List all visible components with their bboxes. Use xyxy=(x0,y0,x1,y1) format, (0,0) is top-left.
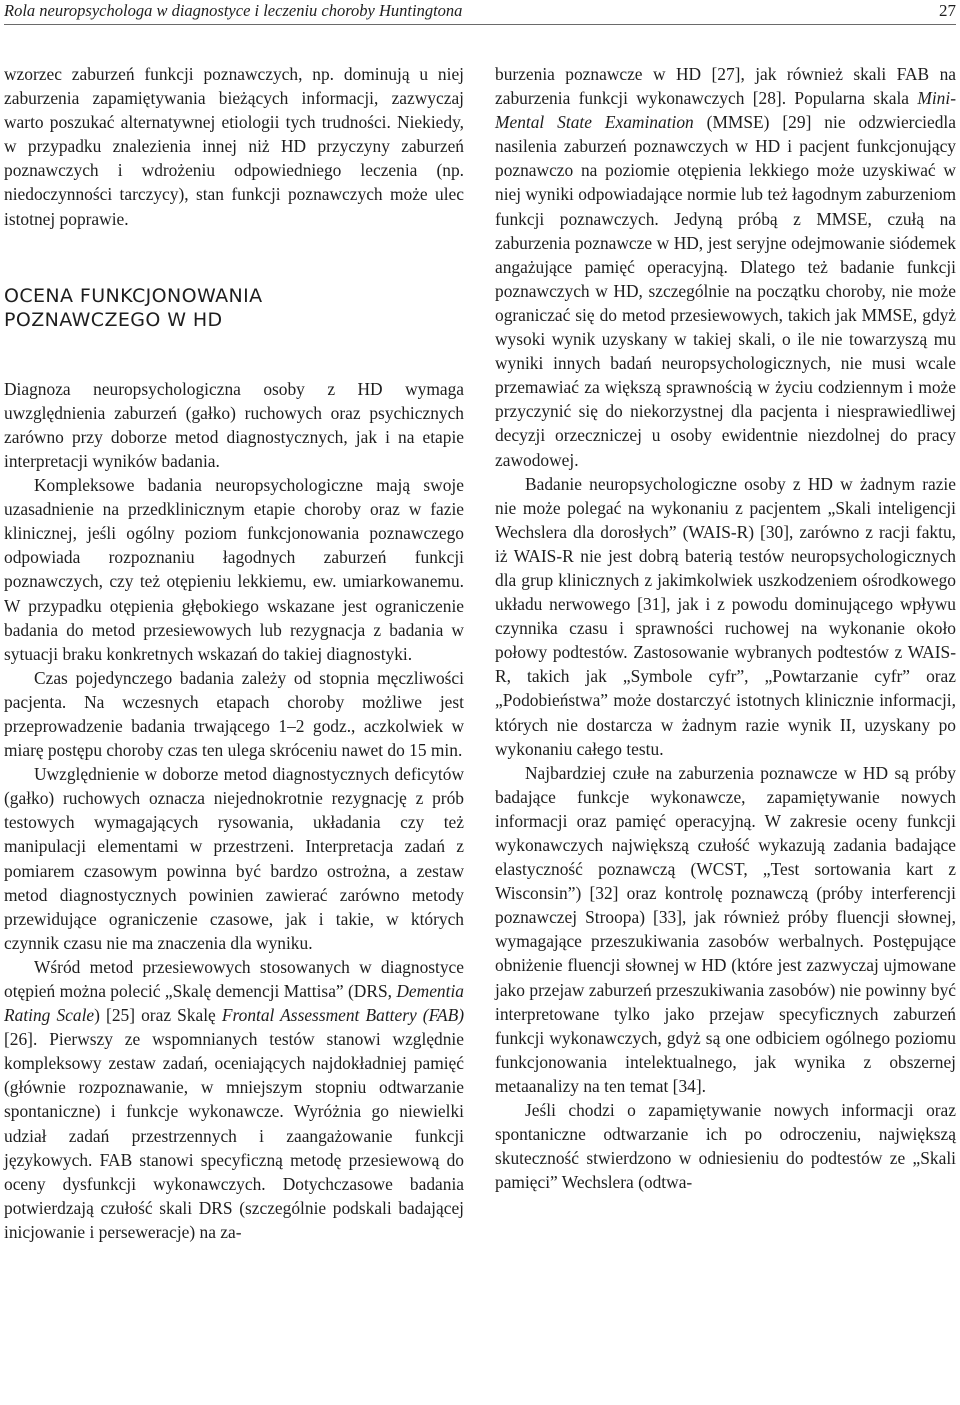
running-title: Rola neuropsychologa w diagnostyce i leczeniu choroby Huntingtona xyxy=(4,1,463,20)
right-column xyxy=(495,62,956,1194)
paragraph-executive-functions: Najbardziej czułe na zaburzenia poznawcze w HD są próby badające funkcje wykonawcze, zapamiętywanie nowych informacji oraz pamięć operacyjną. W zakresie oceny funkcji wykonawczych największą czułość wykazują zadania badające elastyczność poznawczą (WCST, „Test sortowania kart z Wisconsin”) [32] oraz kontrolę poznawczą (próby interferencji poznawczej Stroopa) [33], jak również próby fluencji słownej, wymagające przeszukiwania zasobów werbalnych. Postępujące obniżenie fluencji słownej w HD (które jest zazwyczaj ujmowane jako przejaw zaburzeń przeszukiwania zasobów) nie powinny być interpretowane tylko jako przejaw specyficznych zaburzeń funkcji wykonawczych, gdyż są one odbiciem ogólnego poziomu funkcjonowania intelektualnego, jak wynika z obszernej metaanalizy na ten temat [34]. xyxy=(495,762,956,1096)
paragraph-session-time: Czas pojedynczego badania zależy od stopnia męczliwości pacjenta. Na wczesnych etapach choroby możliwe jest przeprowadzenie badania trwającego 1–2 godz., aczkolwiek w miarę postępu choroby czas ten ulega skróceniu nawet do 15 min. xyxy=(4,667,464,761)
left-column xyxy=(4,62,464,1244)
italic-term: Dementia Rating Scale xyxy=(4,981,464,1026)
section-heading xyxy=(4,284,464,332)
paragraph-comprehensive-tests: Kompleksowe badania neuropsychologiczne mają swoje uzasadnienie na przedklinicznym etapie choroby oraz w fazie klinicznej, jeśli ogólny poziom funkcjonowania poznawczego odpowiada rozpoznaniu łagodnych zaburzeń funkcji poznawczych, czy też otępieniu lekkiemu, ew. umiarkowanemu. W przypadku otępienia głębokiego wskazane jest ograniczenie badania do metod przesiewowych lub rezygnacja z badania w sytuacji braku konkretnych wskazań do takiej diagnostyki. xyxy=(4,475,464,664)
page-number: 27 xyxy=(939,1,956,20)
paragraph-memory: Jeśli chodzi o zapamiętywanie nowych informacji oraz spontaniczne odtwarzanie ich po odroczeniu, największą skuteczność stwierdzono w odniesieniu do podtestów ze „Skali pamięci” Wechslera (odtwa- xyxy=(495,1100,956,1193)
section-heading-line-2: POZNAWCZEGO W HD xyxy=(4,308,223,331)
header-divider xyxy=(4,24,956,25)
paragraph-continuation: wzorzec zaburzeń funkcji poznawczych, np. dominują u niej zaburzenia zapamiętywania bieżących informacji, zazwyczaj warto poszukać alternatywnej etiologii tych trudności. Niekiedy, w przypadku znalezienia innej niż HD przyczyny zaburzeń poznawczych i wdrożeniu odpowiedniego leczenia (np. niedoczynności tarczycy), stan funkcji poznawczych może ulec istotnej poprawie. xyxy=(4,64,464,229)
paragraph-screening-methods xyxy=(4,955,464,1244)
text-span: (MMSE) [29] nie odzwierciedla nasilenia zaburzeń poznawczych w HD i pacjent funkcjonujący poznawczo na poziomie otępienia lekkiego może uzyskiwać w niej wyniki odpowiadające normie lub też łagodnym zaburzeniom funkcji poznawczych. Jedyną próbą z MMSE, czułą na zaburzenia poznawcze w HD, jest seryjne odejmowanie siódemek angażujące pamięć operacyjną. Dlatego też badanie funkcji poznawczych w HD, szczególnie na początku choroby, nie może ograniczać się do metod przesiewowych, takich jak MMSE, gdyż wysoki wynik uzyskany w takiej skali, o ile nie towarzyszą mu wyniki innych badań neuropsychologicznych, nie musi wcale przemawiać za większą sprawnością w życiu codziennym i może przyczynić się do niekorzystnej dla pacjenta i niesprawiedliwej decyzji orzeczniczej u osoby ewidentnie niezdolnej do pracy zawodowej. xyxy=(495,112,956,470)
text-span: [26]. Pierwszy ze wspomnianych testów stanowi względnie kompleksowy zestaw zadań, oceniających najdokładniej pamięć (głównie rozpoznawanie, w mniejszym stopniu odtwarzanie spontaniczne) i funkcje wykonawcze. Wyróżnia go niewielki udział zadań przestrzennych i zaangażowanie funkcji językowych. FAB stanowi specyficzną metodę przesiewową do oceny dysfunkcji wykonawczych. Dotychczasowe badania potwierdzają czułość skali DRS (szczególnie podskali badającej inicjowanie i perseweracje) na za- xyxy=(4,1029,464,1242)
running-header xyxy=(4,0,956,24)
paragraph-wais: Badanie neuropsychologiczne osoby z HD w żadnym razie nie może polegać na wykonaniu z pacjentem „Skali inteligencji Wechslera dla dorosłych” (WAIS-R) [30], zarówno z racji faktu, iż WAIS-R nie jest dobrą baterią testów neuropsychologicznych dla grup klinicznych z jakimkolwiek uszkodzeniem ośrodkowego układu nerwowego [31], jak i z powodu dominującego wpływu czynnika czasu i sprawności ruchowej na wykonanie około połowy podtestów. Zastosowanie wybranych podtestów z WAIS-R, takich jak „Symbole cyfr”, „Powtarzanie cyfr” oraz „Podobieństwa” może dostarczyć istotnych klinicznie informacji, których nie dostarcza w żadnym razie wynik II, uzyskany po wykonaniu całego testu. xyxy=(495,473,956,759)
paragraph-motor-deficits: Uwzględnienie w doborze metod diagnostycznych deficytów (gałko) ruchowych oznacza niejednokrotnie rezygnację z prób testowych wymagających rysowania, układania czy też manipulacji elementami w przestrzeni. Interpretacja zadań z pomiarem czasowym powinna być bardzo ostrożna, a zestaw metod diagnostycznych powinien zawierać zarówno metody przewidujące ograniczenie czasowe, jak i takie, w których czynnik czasu nie ma znaczenia dla wyniku. xyxy=(4,764,464,953)
italic-term: Frontal Assessment Battery (FAB) xyxy=(221,1005,464,1026)
text-span: ) [25] oraz Skalę xyxy=(94,1005,222,1026)
paragraph-diagnosis: Diagnoza neuropsychologiczna osoby z HD wymaga uwzględnienia zaburzeń (gałko) ruchowych oraz psychicznych zarówno przy doborze metod diagnostycznych, jak i na etapie interpretacji wyników badania. xyxy=(4,378,464,471)
section-heading-line-1: OCENA FUNKCJONOWANIA xyxy=(4,284,263,307)
text-span: burzenia poznawcze w HD [27], jak również skali FAB na zaburzenia funkcji wykonawczych [28]. Popularna skala xyxy=(495,64,956,109)
paragraph-mmse xyxy=(495,62,956,472)
italic-term: Mini-Mental State Examination xyxy=(495,88,956,133)
text-span: Wśród metod przesiewowych stosowanych w diagnostyce otępień można polecić „Skalę demencji Mattisa” (DRS, xyxy=(4,956,464,1001)
